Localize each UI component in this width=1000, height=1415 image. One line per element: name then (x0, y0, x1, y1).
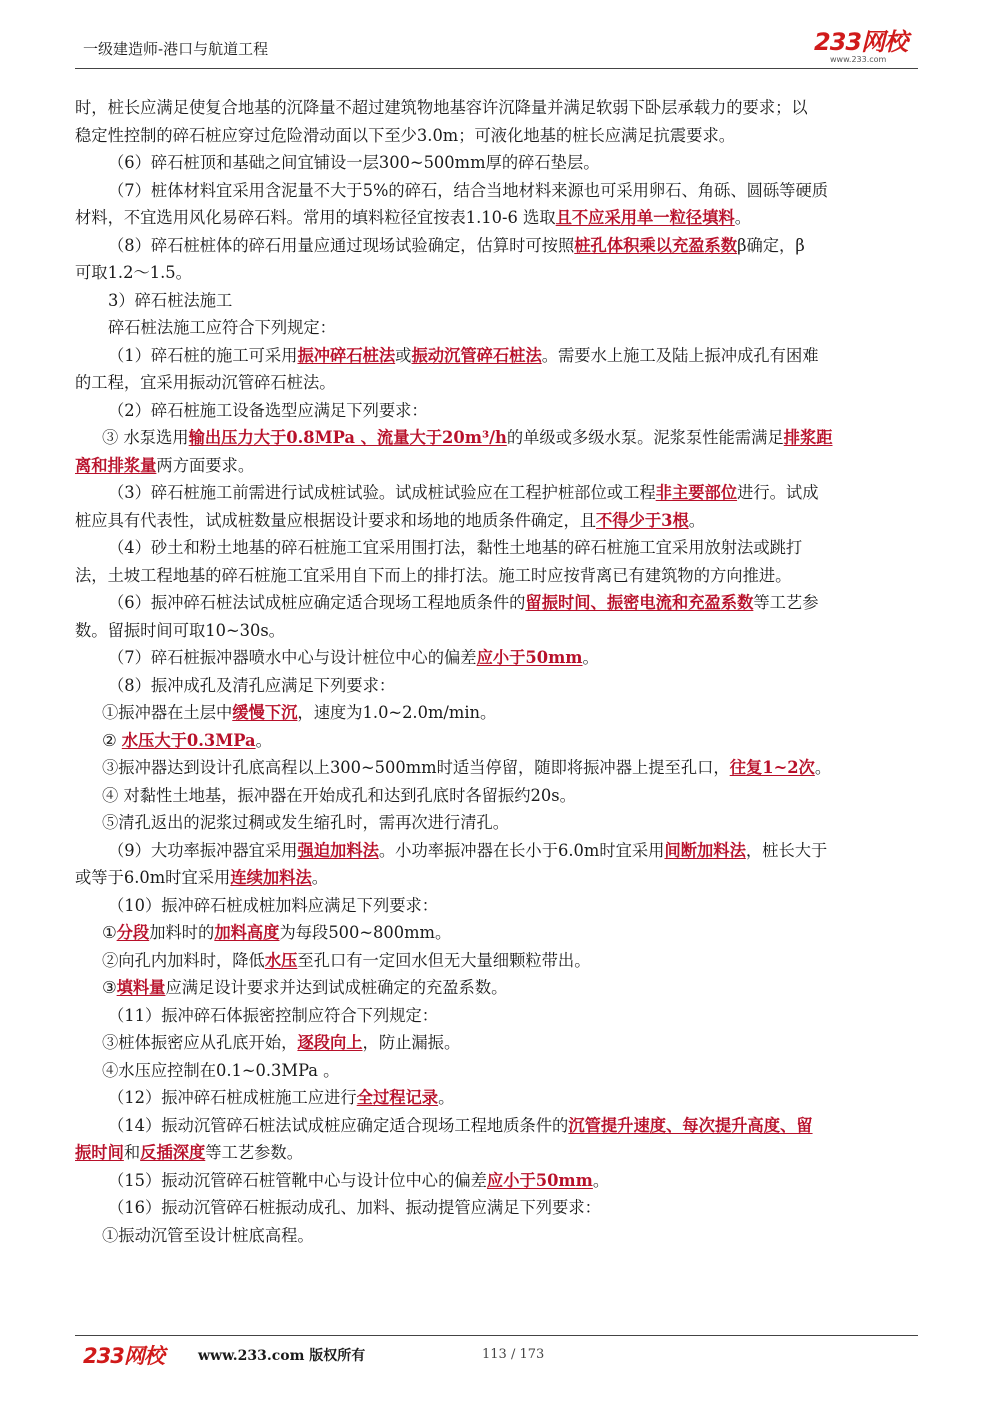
text-line (75, 699, 925, 727)
text-segment: ④水压应控制在0.1~0.3MPa 。 (102, 1060, 340, 1080)
text-line (75, 232, 925, 260)
text-line (75, 369, 925, 397)
text-line (75, 864, 925, 892)
highlighted-term: 逐段向上 (297, 1033, 363, 1052)
text-segment: 。 (734, 208, 752, 227)
text-segment: 等工艺参 (753, 593, 819, 612)
highlighted-term: 输出压力大于0.8MPa 、流量大于20m³/h (188, 428, 507, 447)
text-line (75, 1057, 925, 1085)
text-line (75, 727, 925, 755)
text-segment: （8）碎石桩桩体的碎石用量应通过现场试验确定，估算时可按照 (108, 235, 575, 255)
text-line (75, 342, 925, 370)
text-segment: 3）碎石桩法施工 (108, 290, 233, 310)
text-line (75, 507, 925, 535)
text-segment: （16）振动沉管碎石桩振动成孔、加料、振动提管应满足下列要求： (108, 1198, 601, 1217)
highlighted-term: 水压大于0.3MPa (121, 730, 256, 750)
highlighted-term: 且不应采用单一粒径填料 (555, 208, 735, 227)
text-segment: ④ 对黏性土地基，振冲器在开始成孔和达到孔底时各留振约20s。 (102, 785, 576, 805)
highlighted-term: 分段 (116, 923, 150, 942)
highlighted-term: 桩孔体积乘以充盈系数 (574, 235, 738, 255)
text-segment: 为每段500~800mm。 (279, 923, 452, 942)
text-line (75, 672, 925, 700)
text-line (75, 1002, 925, 1030)
text-segment: 和 (123, 1143, 141, 1162)
text-segment: （11）振冲碎石体振密控制应符合下列规定： (108, 1005, 439, 1025)
text-segment: 。小功率振冲器在长小于6.0m时宜采用 (378, 840, 665, 860)
footer-divider (75, 1335, 918, 1336)
highlighted-term: 连续加料法 (230, 868, 312, 887)
text-segment: 至孔口有一定回水但无大量细颗粒带出。 (297, 950, 591, 970)
text-segment: （6）振冲碎石桩法试成桩应确定适合现场工程地质条件的 (108, 593, 526, 612)
text-segment: ，防止漏振。 (362, 1033, 461, 1052)
text-line (75, 617, 925, 645)
brand-logo-text: 233网校 (814, 28, 908, 56)
text-segment: 或等于6.0m时宜采用 (75, 868, 231, 887)
text-line (75, 782, 925, 810)
text-segment: （9）大功率振冲器宜采用 (108, 840, 298, 860)
highlighted-term: 强迫加料法 (297, 840, 379, 860)
brand-logo-url: www.233.com (830, 55, 887, 64)
text-line (75, 1029, 925, 1057)
text-segment: （6）碎石桩顶和基础之间宜铺设一层300~500mm厚的碎石垫层。 (108, 153, 600, 172)
highlighted-term: 缓慢下沉 (232, 703, 298, 722)
text-line (75, 919, 925, 947)
text-segment: 的工程，宜采用振动沉管碎石桩法。 (75, 373, 336, 392)
text-segment: 。 (582, 648, 599, 667)
text-segment: 。 (814, 758, 832, 777)
text-segment: 碎石桩法施工应符合下列规定： (108, 318, 336, 337)
text-segment: 加料时的 (149, 923, 215, 942)
text-segment: β确定，β (737, 235, 805, 255)
text-segment: （15）振动沉管碎石桩管靴中心与设计位中心的偏差 (108, 1170, 487, 1190)
text-segment: 稳定性控制的碎石桩应穿过危险滑动面以下至少3.0m；可液化地基的桩长应满足抗震要求。 (75, 125, 736, 145)
text-segment: 可取1.2～1.5。 (75, 263, 192, 282)
text-segment: ③ (102, 978, 117, 997)
highlighted-term: 往复1~2次 (729, 758, 815, 777)
text-line (75, 1112, 925, 1140)
text-segment: 或 (395, 345, 412, 365)
text-line (75, 562, 925, 590)
footer-logo: 233网校 (83, 1344, 164, 1368)
text-line (75, 1194, 925, 1222)
text-line (75, 1084, 925, 1112)
highlighted-term: 不得少于3根 (596, 510, 689, 530)
text-segment: 进行。试成 (737, 483, 819, 502)
highlighted-term: 应小于50mm (476, 648, 583, 667)
text-segment: （10）振冲碎石桩成桩加料应满足下列要求： (108, 895, 439, 915)
text-segment: 材料，不宜选用风化易碎石料。常用的填料粒径宜按表1.10-6 选取 (75, 208, 556, 227)
text-line (75, 314, 925, 342)
highlighted-term: 全过程记录 (356, 1088, 439, 1107)
text-segment: 时，桩长应满足使复合地基的沉降量不超过建筑物地基容许沉降量并满足软弱下卧层承载力的要求；以 (75, 98, 808, 117)
text-segment: 应满足设计要求并达到试成桩确定的充盈系数。 (165, 978, 508, 997)
highlighted-term: 水压 (264, 950, 298, 970)
text-segment: ③振冲器达到设计孔底高程以上300~500mm时适当停留，随即将振冲器上提至孔口， (102, 758, 730, 777)
text-line (75, 259, 925, 287)
text-segment: ，速度为1.0~2.0m/min。 (297, 703, 497, 722)
text-segment: ①振动沉管至设计桩底高程。 (102, 1225, 314, 1245)
highlighted-term: 振时间 (75, 1143, 124, 1162)
text-segment: 。 (255, 730, 272, 750)
document-header-title: 一级建造师-港口与航道工程 (83, 40, 269, 58)
text-line (75, 397, 925, 425)
text-line (75, 1139, 925, 1167)
highlighted-term: 留振时间、振密电流和充盈系数 (525, 593, 754, 612)
text-line (75, 534, 925, 562)
text-line (75, 589, 925, 617)
text-segment: （8）振冲成孔及清孔应满足下列要求： (108, 675, 396, 695)
document-body (75, 94, 925, 1249)
highlighted-term: 振冲碎石桩法 (297, 345, 396, 365)
text-line (75, 892, 925, 920)
text-segment: 。 (438, 1088, 455, 1107)
text-segment: 等工艺参数。 (205, 1143, 303, 1162)
text-segment: （1）碎石桩的施工可采用 (108, 345, 298, 365)
text-line (75, 754, 925, 782)
text-segment: ① (102, 923, 117, 942)
text-segment: ③ 水泵选用 (102, 428, 189, 447)
highlighted-term: 反插深度 (140, 1143, 206, 1162)
text-segment: 。 (311, 868, 329, 887)
highlighted-term: 非主要部位 (655, 483, 738, 502)
text-line (75, 837, 925, 865)
highlighted-term: 间断加料法 (664, 840, 746, 860)
text-segment: （14）振动沉管碎石桩法试成桩应确定适合现场工程地质条件的 (108, 1115, 569, 1135)
text-line (75, 94, 925, 122)
text-segment: 。 (688, 510, 706, 530)
text-line (75, 204, 925, 232)
text-segment: （12）振冲碎石桩成桩施工应进行 (108, 1088, 357, 1107)
highlighted-term: 应小于50mm (486, 1170, 593, 1190)
text-segment: 两方面要求。 (156, 455, 255, 475)
text-segment: （3）碎石桩施工前需进行试成桩试验。试成桩试验应在工程护桩部位或工程 (108, 483, 656, 502)
text-segment: （7）碎石桩振冲器喷水中心与设计桩位中心的偏差 (108, 648, 477, 667)
text-line (75, 947, 925, 975)
text-line (75, 287, 925, 315)
text-line (75, 452, 925, 480)
text-line (75, 974, 925, 1002)
text-segment: ⑤清孔返出的泥浆过稠或发生缩孔时，需再次进行清孔。 (102, 813, 510, 832)
text-segment: 的单级或多级水泵。泥浆泵性能需满足 (506, 428, 784, 447)
header-divider (75, 68, 918, 69)
text-line (75, 424, 925, 452)
text-segment: 。需要水上施工及陆上振冲成孔有困难 (541, 345, 819, 365)
page-number: 113 / 173 (482, 1347, 545, 1362)
text-line (75, 479, 925, 507)
highlighted-term: 排浆距 (783, 428, 833, 447)
text-line (75, 1167, 925, 1195)
text-segment: ③桩体振密应从孔底开始， (102, 1033, 298, 1052)
highlighted-term: 沉管提升速度、每次提升高度、留 (568, 1115, 813, 1135)
highlighted-term: 离和排浆量 (75, 455, 157, 475)
text-segment: 桩应具有代表性，试成桩数量应根据设计要求和场地的地质条件确定，且 (75, 510, 597, 530)
text-line (75, 149, 925, 177)
footer-copyright: www.233.com 版权所有 (198, 1348, 366, 1364)
text-segment: ②向孔内加料时，降低 (102, 950, 265, 970)
text-segment: （4）砂土和粉土地基的碎石桩施工宜采用围打法，黏性土地基的碎石桩施工宜采用放射法或跳打 (108, 538, 803, 557)
text-segment: 数。留振时间可取10~30s。 (75, 620, 285, 640)
text-segment: ，桩长大于 (745, 840, 828, 860)
text-line (75, 809, 925, 837)
highlighted-term: 加料高度 (214, 923, 280, 942)
text-line (75, 177, 925, 205)
text-line (75, 122, 925, 150)
text-segment: 法，土坡工程地基的碎石桩施工宜采用自下而上的排打法。施工时应按背离已有建筑物的方向推进。 (75, 565, 792, 585)
text-segment: （2）碎石桩施工设备选型应满足下列要求： (108, 400, 428, 420)
text-segment: ② (102, 730, 122, 750)
text-line (75, 1222, 925, 1250)
text-line (75, 644, 925, 672)
text-segment: 。 (592, 1170, 610, 1190)
text-segment: ①振冲器在土层中 (102, 703, 233, 722)
brand-logo (814, 30, 924, 66)
highlighted-term: 振动沉管碎石桩法 (411, 345, 542, 365)
text-segment: （7）桩体材料宜采用含泥量不大于5%的碎石，结合当地材料来源也可采用卵石、角砾、圆砾等硬质 (108, 180, 829, 200)
highlighted-term: 填料量 (116, 978, 166, 997)
